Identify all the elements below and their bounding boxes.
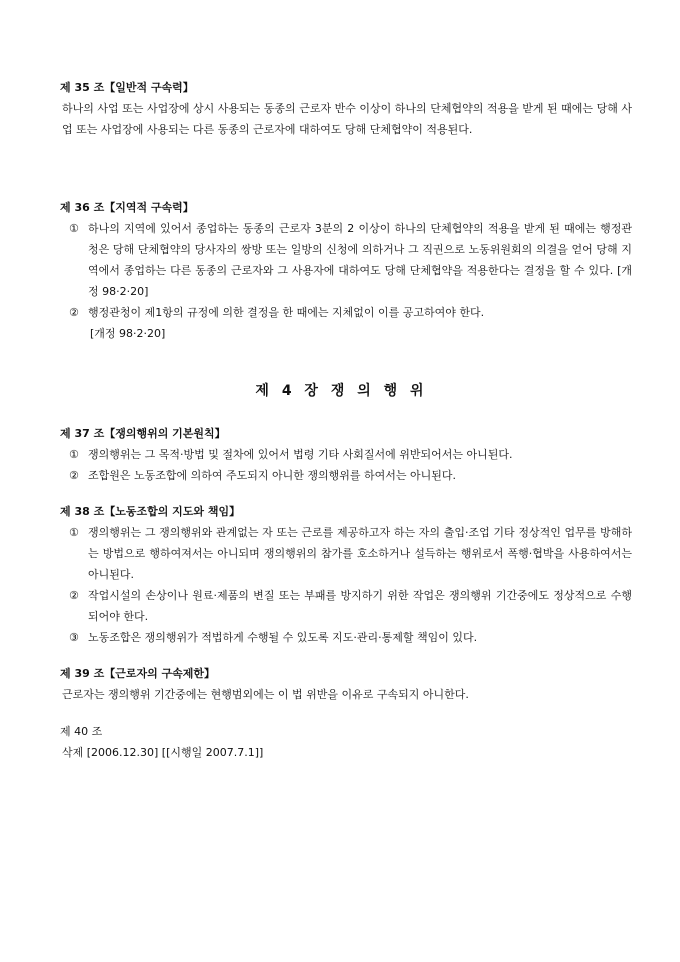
- article-38-item-1: [60, 522, 632, 585]
- item-text: 행정관청이 제1항의 규정에 의한 결정을 한 때에는 지체없이 이를 공고하여야 한다.: [88, 306, 485, 319]
- article-38: [60, 502, 632, 648]
- article-37-heading: 제 37 조【쟁의행위의 기본원칙】: [60, 427, 226, 440]
- item-number: ②: [69, 589, 79, 602]
- item-text: 쟁의행위는 그 쟁의행위와 관계없는 자 또는 근로를 제공하고자 하는 자의 출입·조업 기타 정상적인 업무를 방해하는 방법으로 행하여져서는 아니되며 쟁의행위의 참가를 호소하거나 설득하는 행위로서 폭행·협박을 사용하여서는 아니된다.: [88, 526, 632, 581]
- chapter-title: 제 4 장 쟁 의 행 위: [255, 383, 425, 399]
- item-number: ①: [69, 222, 79, 235]
- item-number: ①: [69, 526, 79, 539]
- article-39-heading: 제 39 조【근로자의 구속제한】: [60, 667, 216, 680]
- article-36-item-1: [60, 218, 632, 302]
- article-35: [60, 78, 632, 140]
- article-37: [60, 424, 632, 486]
- item-number: ①: [69, 448, 79, 461]
- item-number: ③: [69, 631, 79, 644]
- article-39: [60, 664, 632, 705]
- article-37-item-1: [60, 444, 632, 465]
- article-36-item-2: [60, 302, 632, 323]
- article-39-body: 근로자는 쟁의행위 기간중에는 현행범외에는 이 법 위반을 이유로 구속되지 아니한다.: [62, 688, 469, 701]
- article-40: [60, 722, 632, 763]
- article-40-body: 삭제 [2006.12.30] [[시행일 2007.7.1]]: [62, 746, 264, 759]
- item-text: 조합원은 노동조합에 의하여 주도되지 아니한 쟁의행위를 하여서는 아니된다.: [88, 469, 457, 482]
- item-number: ②: [69, 306, 79, 319]
- item-text: 쟁의행위는 그 목적·방법 및 절차에 있어서 법령 기타 사회질서에 위반되어서는 아니된다.: [88, 448, 513, 461]
- article-40-heading: 제 40 조: [60, 725, 103, 738]
- article-36-heading: 제 36 조【지역적 구속력】: [60, 201, 194, 214]
- item-number: ②: [69, 469, 79, 482]
- article-35-body: 하나의 사업 또는 사업장에 상시 사용되는 동종의 근로자 반수 이상이 하나의 단체협약의 적용을 받게 된 때에는 당해 사업 또는 사업장에 사용되는 다른 동종의 근로자에 대하여도 당해 단체협약이 적용된다.: [62, 102, 632, 136]
- article-38-item-3: [60, 627, 632, 648]
- article-37-item-2: [60, 465, 632, 486]
- item-text: 하나의 지역에 있어서 종업하는 동종의 근로자 3분의 2 이상이 하나의 단체협약의 적용을 받게 된 때에는 행정관청은 당해 단체협약의 당사자의 쌍방 또는 일방의 신청에 의하거나 그 직권으로 노동위원회의 의결을 얻어 당해 지역에서 종업하는 다른 동종의 근로자와 그 사용자에 대하여도 당해 단체협약을 적용한다는 결정을 할 수 있다. [개정 98·2·20]: [88, 222, 632, 298]
- article-35-heading: 제 35 조【일반적 구속력】: [60, 81, 194, 94]
- article-38-item-2: [60, 585, 632, 627]
- article-38-heading: 제 38 조【노동조합의 지도와 책임】: [60, 505, 241, 518]
- article-36: [60, 198, 632, 344]
- item-text: 노동조합은 쟁의행위가 적법하게 수행될 수 있도록 지도·관리·통제할 책임이 있다.: [88, 631, 478, 644]
- item-text: 작업시설의 손상이나 원료·제품의 변질 또는 부패를 방지하기 위한 작업은 쟁의행위 기간중에도 정상적으로 수행되어야 한다.: [88, 589, 632, 623]
- amendment-note: [개정 98·2·20]: [90, 327, 166, 340]
